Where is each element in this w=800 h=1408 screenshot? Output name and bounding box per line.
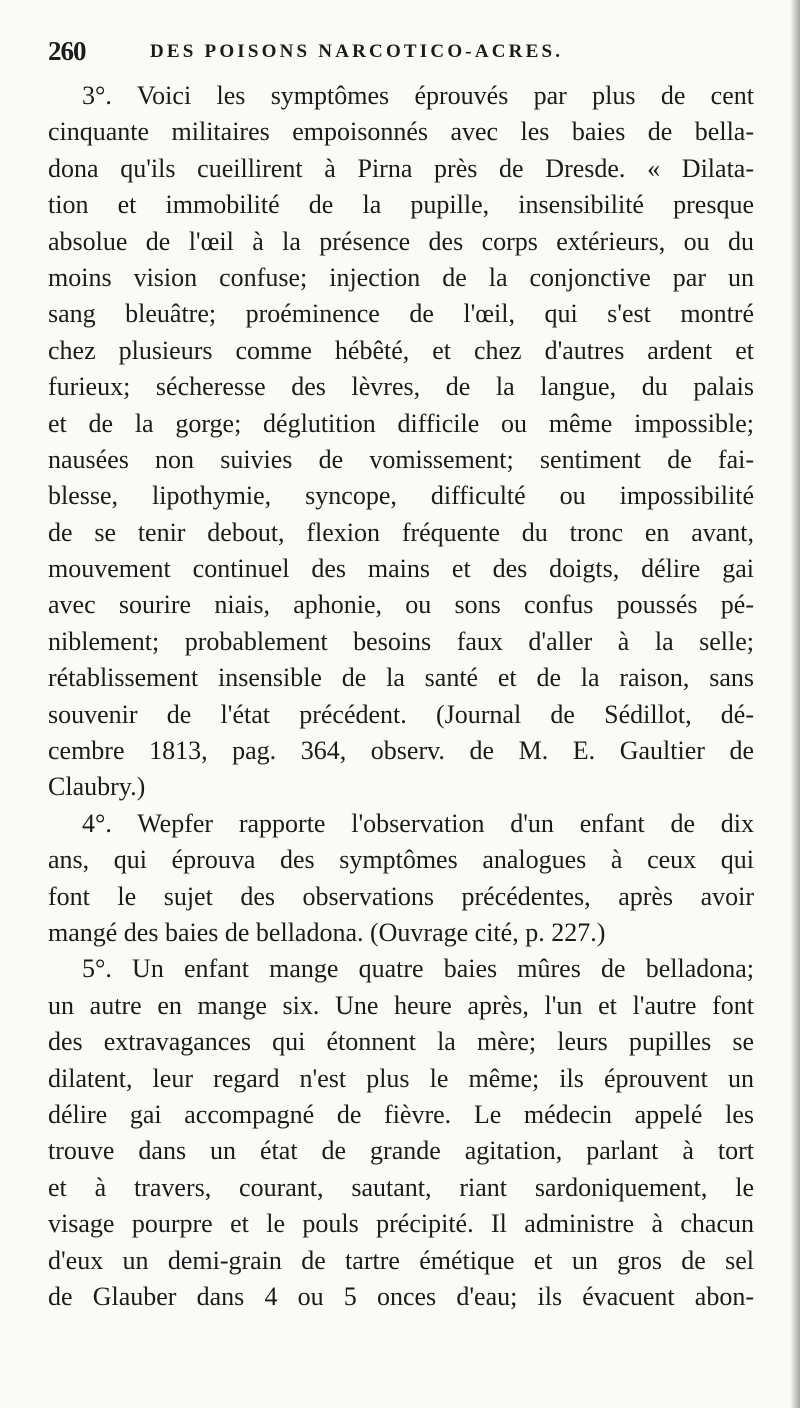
text-line: ans, qui éprouva des symptômes analogues à ceux qui	[48, 845, 754, 875]
text-line: et à travers, courant, sautant, riant sardoniquement, le	[48, 1172, 754, 1202]
text-line: un autre en mange six. Une heure après, l'un et l'autre font	[48, 990, 754, 1020]
text-line: mangé des baies de belladona. (Ouvrage cité, p. 227.)	[48, 917, 606, 947]
text-line: délire gai accompagné de fièvre. Le médecin appelé les	[48, 1099, 754, 1129]
text-line: absolue de l'œil à la présence des corps extérieurs, ou du	[48, 226, 754, 256]
text-line: mouvement continuel des mains et des doigts, délire gai	[48, 554, 754, 584]
text-line: font le sujet des observations précédentes, après avoir	[48, 881, 754, 911]
page-number: 260	[48, 36, 86, 66]
text-line: tion et immobilité de la pupille, insensibilité presque	[48, 190, 754, 220]
text-line: des extravagances qui étonnent la mère; leurs pupilles se	[48, 1027, 754, 1057]
text-line: 3°. Voici les symptômes éprouvés par plus de cent	[82, 81, 754, 110]
text-line: 4°. Wepfer rapporte l'observation d'un enfant de dix	[82, 808, 754, 838]
text-line: nausées non suivies de vomissement; sentiment de fai-	[48, 444, 754, 474]
text-line: et de la gorge; déglutition difficile ou même impossible;	[48, 408, 754, 438]
text-line: visage pourpre et le pouls précipité. Il administre à chacun	[48, 1209, 754, 1239]
text-line: blesse, lipothymie, syncope, difficulté ou impossibilité	[48, 481, 754, 511]
text-line: souvenir de l'état précédent. (Journal de Sédillot, dé-	[48, 699, 754, 729]
text-line: chez plusieurs comme hébêté, et chez d'autres ardent et	[48, 335, 754, 365]
text-line: cinquante militaires empoisonnés avec les baies de bella-	[48, 117, 754, 147]
text-line: moins vision confuse; injection de la conjonctive par un	[48, 262, 754, 292]
text-line: sang bleuâtre; proéminence de l'œil, qui s'est montré	[48, 299, 754, 329]
text-line: cembre 1813, pag. 364, observ. de M. E. Gaultier de	[48, 736, 754, 766]
page-edge-shadow	[790, 0, 800, 1408]
text-line: furieux; sécheresse des lèvres, de la langue, du palais	[48, 372, 754, 402]
text-line: d'eux un demi-grain de tartre émétique et un gros de sel	[48, 1245, 754, 1275]
text-line: 5°. Un enfant mange quatre baies mûres de belladona;	[82, 954, 754, 984]
text-line: de se tenir debout, flexion fréquente du tronc en avant,	[48, 517, 754, 547]
text-line: de Glauber dans 4 ou 5 onces d'eau; ils évacuent abon-	[48, 1281, 754, 1311]
text-line: Claubry.)	[48, 772, 146, 802]
text-line: avec sourire niais, aphonie, ou sons confus poussés pé-	[48, 590, 754, 620]
text-line: niblement; probablement besoins faux d'aller à la selle;	[48, 626, 754, 656]
body-text	[48, 78, 754, 1315]
text-line: rétablissement insensible de la santé et de la raison, sans	[48, 663, 754, 693]
running-head	[48, 36, 756, 68]
text-line: dilatent, leur regard n'est plus le même; ils éprouvent un	[48, 1063, 754, 1093]
running-title: DES POISONS NARCOTICO-ACRES.	[150, 41, 564, 62]
text-line: dona qu'ils cueillirent à Pirna près de Dresde. « Dilata-	[48, 153, 754, 183]
text-line: trouve dans un état de grande agitation, parlant à tort	[48, 1136, 754, 1166]
